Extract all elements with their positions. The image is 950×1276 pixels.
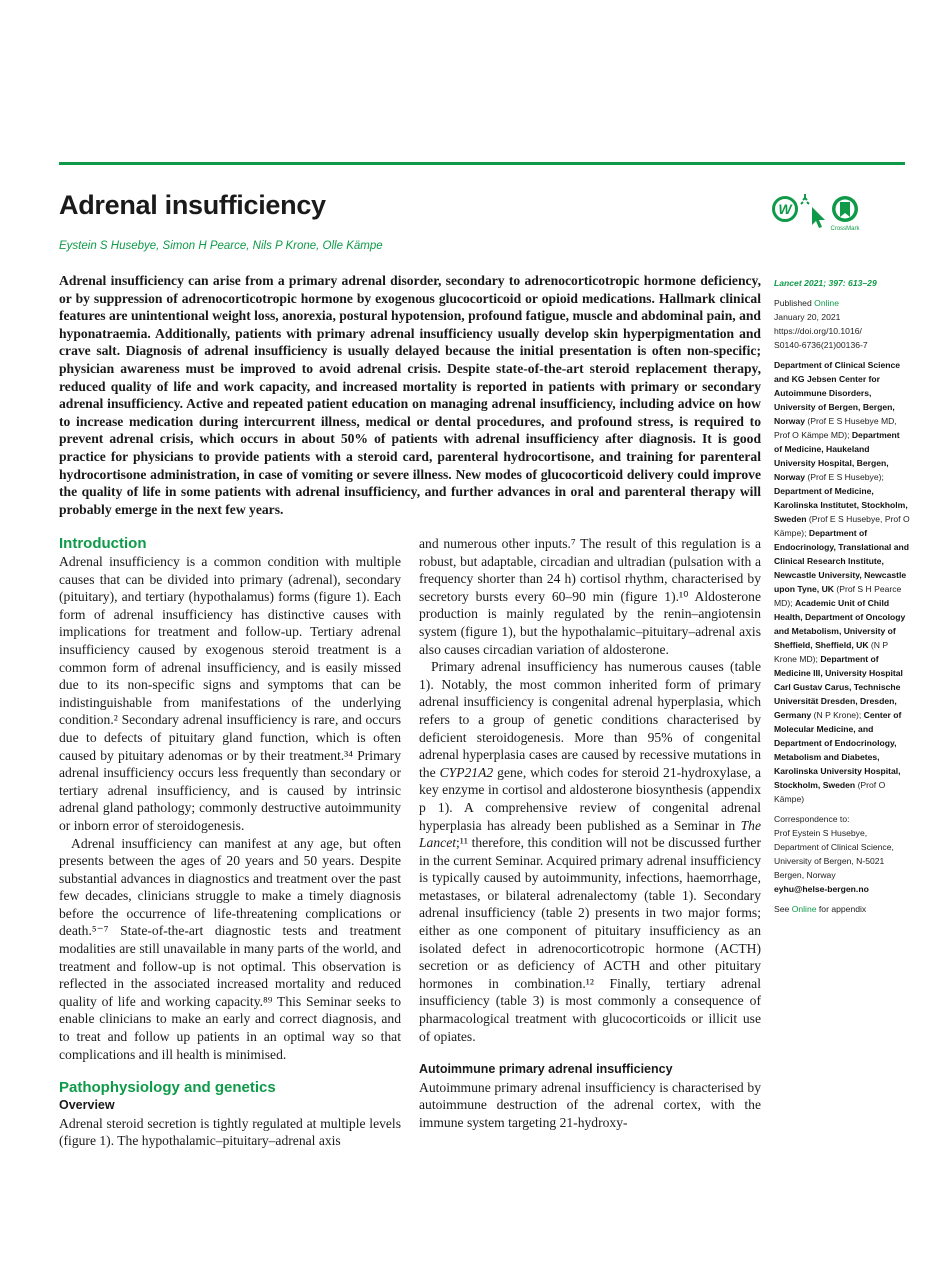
abstract: Adrenal insufficiency can arise from a primary adrenal disorder, secondary to adrenocorticotropic hormone deficiency, or by suppression of adrenocorticotropic hormone by exogenous glucocorticoid or opioid medications. Hallmark clinical features are unintentional weight loss, anorexia, postural hypotension, profound fatigue, muscle and abdominal pain, and hyponatraemia. Additionally, patients with primary adrenal insufficiency usually develop skin hyperpigmentation and crave salt. Diagnosis of adrenal insufficiency is usually delayed because the initial presentation is often non-specific; physician awareness must be improved to avoid adrenal crisis. Despite state-of-the-art steroid replacement therapy, reduced quality of life and work capacity, and increased mortality is reported in patients with primary or secondary adrenal insufficiency. Active and repeated patient education on managing adrenal insufficiency, including advice on how to increase medication during intercurrent illness, medical or dental procedures, and profound stress, is required to prevent adrenal crisis, which occurs in about 50% of patients with adrenal insufficiency after diagnosis. It is good practice for physicians to provide patients with a steroid card, parenteral hydrocortisone, and training for parenteral hydrocortisone administration, in case of vomiting or severe illness. New modes of glucocorticoid delivery could improve the quality of life in some patients with adrenal insufficiency, and further advances in oral and parenteral therapy will probably emerge in the next few years. (59, 273, 761, 517)
correspondence-email[interactable]: eyhu@helse-bergen.no (774, 884, 869, 894)
crossmark-icon (830, 196, 860, 232)
autoimmune-paragraph: Autoimmune primary adrenal insufficiency is characterised by autoimmune destruction of the adrenal cortex, with the immune system targeting 21-hydroxy- (419, 1079, 761, 1130)
header-icons (772, 192, 868, 234)
intro-paragraph-1: Adrenal insufficiency is a common condition with multiple causes that can be divided into primary (adrenal), secondary (pituitary), and tertiary (hypothalamus) forms (figure 1). Each form of adrenal insufficiency has distinctive causes with implications for treatment and follow-up. Tertiary adrenal insufficiency caused by exogenous steroid treatment is a common form of adrenal insufficiency, and is easily missed due to its non-specific signs and symptoms that can be indistinguishable from manifestations of the underlying condition.² Secondary adrenal insufficiency is rare, and occurs due to defects of pituitary gland function, which is often caused by pituitary adenomas or by their treatment.³⁴ Primary adrenal insufficiency occurs less frequently than secondary or tertiary adrenal insufficiency, and is caused by intrinsic adrenal gland pathology; commonly destructive autoimmunity or inborn error of steroidogenesis. (59, 554, 401, 833)
cursor-icon (801, 194, 825, 228)
affiliations: Department of Clinical Science and KG Jebsen Center for Autoimmune Disorders, University of Bergen, Bergen, Norway (Prof E S Husebye MD, Prof O Kämpe MD); Department of Medicine, Haukeland University Hospital, Bergen, Norway (Prof E S Husebye); Department of Medicine, Karolinska Institutet, Stockholm, Sweden (Prof E S Husebye, Prof O Kämpe); Department of Endocrinology, Translational and Clinical Research Institute, Newcastle University, Newcastle upon Tyne, UK (Prof S H Pearce MD); Academic Unit of Child Health, Department of Oncology and Metabolism, University of Sheffield, Sheffield, UK (N P Krone MD); Department of Medicine III, University Hospital Carl Gustav Carus, Technische Universität Dresden, Dresden, Germany (N P Krone); Center of Molecular Medicine, and Department of Endocrinology, Metabolism and Diabetes, Karolinska University Hospital, Stockholm, Sweden (Prof O Kämpe) (774, 360, 910, 804)
regulation-paragraph: and numerous other inputs.⁷ The result of this regulation is a robust, but adaptable, circadian and ultradian (pulsation with a frequency shorter than 24 h) cortisol rhythm, characterised by secretory bursts every 60–90 min (figure 1).¹⁰ Aldosterone production is mainly regulated by the renin–angiotensin system (figure 1), but the hypothalamic–pituitary–adrenal axis also causes circadian variation of aldosterone. (419, 536, 761, 657)
intro-heading: Introduction (59, 535, 147, 552)
online-link[interactable]: Online (814, 298, 839, 308)
overview-heading: Overview (59, 1098, 115, 1113)
doi-line-2[interactable]: S0140-6736(21)00136-7 (774, 340, 868, 350)
correspondence-dept: Department of Clinical Science, University of Bergen, N-5021 Bergen, Norway (774, 842, 894, 880)
doi-line-1[interactable]: https://doi.org/10.1016/ (774, 326, 862, 336)
correspondence-label: Correspondence to: (774, 814, 850, 824)
pathophysiology-heading: Pathophysiology and genetics (59, 1079, 276, 1097)
svg-text:W: W (778, 201, 792, 217)
article-sidebar (774, 276, 910, 916)
correspondence-name: Prof Eystein S Husebye, (774, 828, 868, 838)
autoimmune-heading: Autoimmune primary adrenal insufficiency (419, 1062, 673, 1077)
appendix-link[interactable]: Online (791, 904, 817, 914)
author-list: Eystein S Husebye, Simon H Pearce, Nils P Krone, Olle Kämpe (59, 240, 383, 252)
intro-paragraph-2: Adrenal insufficiency can manifest at any age, but often presents between the ages of 20 years and 50 years. Despite substantial advances in diagnostics and treatment over the past few decades, clinicians struggle to make a timely diagnosis before the occurrence of life-threatening complications or death.⁵⁻⁷ State-of-the-art diagnostic tests and treatment modalities are still unavailable in many parts of the world, and treatment and follow-up is not optimal. This observation is reflected in the associated increased mortality and reduced quality of life and working capacity.⁸⁹ This Seminar seeks to enable clinicians to make an early and correct diagnosis, and to treat and follow up patients in an optimal way so that complications and ill health is minimised. (59, 835, 401, 1062)
gene-name: CYP21A2 (439, 764, 494, 780)
svg-text:CrossMark: CrossMark (830, 226, 860, 232)
journal-name: The Lancet (419, 817, 761, 851)
article-title: Adrenal insufficiency (59, 190, 326, 220)
overview-paragraph: Adrenal steroid secretion is tightly regulated at multiple levels (figure 1). The hypothalamic–pituitary–adrenal axis (59, 1115, 401, 1149)
citation: Lancet 2021; 397: 613–29 (774, 278, 877, 288)
publish-date: January 20, 2021 (774, 312, 841, 322)
published-line: Published Online (774, 298, 839, 308)
appendix-note: See Online for appendix (774, 904, 867, 914)
causes-paragraph: Primary adrenal insufficiency has numerous causes (table 1). Notably, the most common inherited form of primary adrenal insufficiency is congenital adrenal hyperplasia, which refers to a group of genetic conditions characterised by deficient steroidogenesis. More than 95% of congenital adrenal hyperplasia cases are caused by recessive mutations in the CYP21A2 gene, which codes for steroid 21-hydroxylase, a key enzyme in cortisol and aldosterone biosynthesis (appendix p 1). A comprehensive review of congenital adrenal hyperplasia has already been published as a Seminar in The Lancet;¹¹ therefore, this condition will not be discussed further in the current Seminar. Acquired primary adrenal insufficiency is typically caused by autoimmunity, infections, haemorrhage, metastases, or bilateral adrenalectomy (table 1). Secondary adrenal insufficiency (table 2) presents in two major forms; either as one component of pituitary insufficiency as an isolated defect in adrenocorticotropic hormone (ACTH) secretion or as deficiency of ACTH and other pituitary hormones in combination.¹² Finally, tertiary adrenal insufficiency (table 3) is most commonly a consequence of pharmacological treatment with glucocorticoids or illicit use of opiates. (419, 659, 761, 1044)
open-access-icon (774, 198, 797, 221)
body-column-right (419, 535, 761, 1132)
body-column-left (59, 535, 401, 1150)
header-rule (59, 162, 905, 165)
